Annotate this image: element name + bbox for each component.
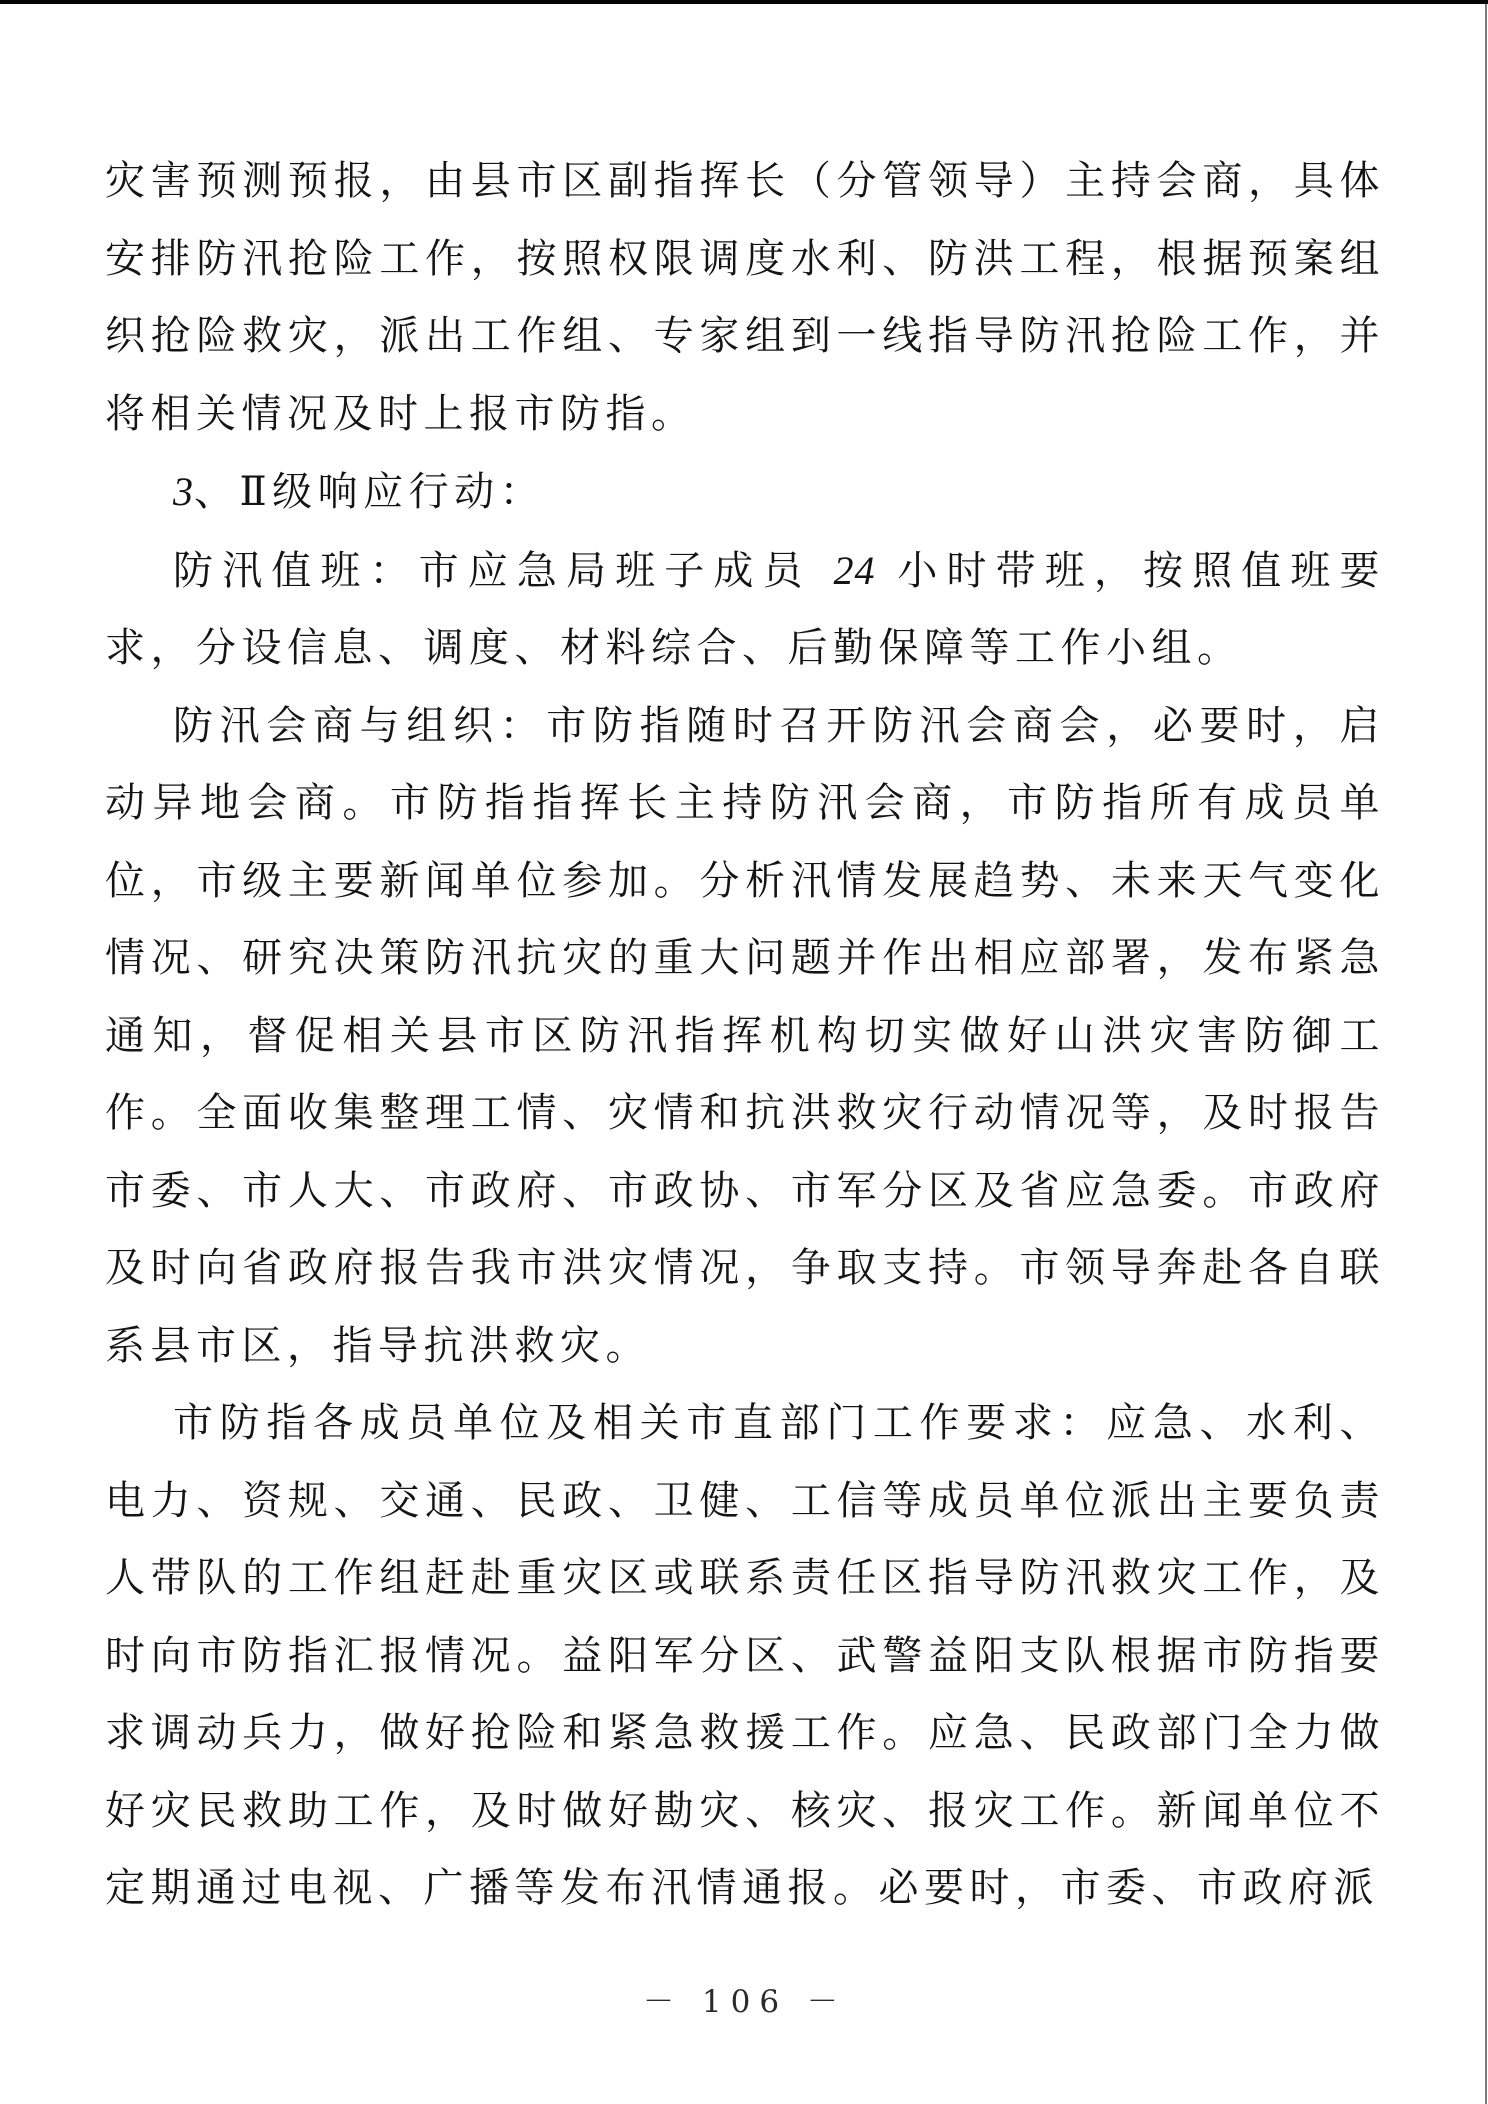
page-top-edge-line bbox=[0, 0, 1488, 4]
paragraph-continuation: 灾害预测预报，由县市区副指挥长（分管领导）主持会商，具体安排防汛抢险工作，按照权限调度水利、防洪工程，根据预案组织抢险救灾，派出工作组、专家组到一线指导防汛抢险工作，并将相关情况及时上报市防指。 bbox=[105, 158, 1385, 437]
page-right-edge-line bbox=[1485, 0, 1487, 2104]
paragraph-member-unit-requirements: 市防指各成员单位及相关市直部门工作要求：应急、水利、电力、资规、交通、民政、卫健、工信等成员单位派出主要负责人带队的工作组赶赴重灾区或联系责任区指导防汛救灾工作，及时向市防指汇报情况。益阳军分区、武警益阳支队根据市防指要求调动兵力，做好抢险和紧急救援工作。应急、民政部门全力做好灾民救助工作，及时做好勘灾、核灾、报灾工作。新闻单位不定期通过电视、广播等发布汛情通报。必要时，市委、市政府派 bbox=[105, 1400, 1385, 1911]
body-text bbox=[105, 143, 1385, 1928]
paragraph-flood-duty: 防汛值班：市应急局班子成员 24 小时带班，按照值班要求，分设信息、调度、材料综合、后勤保障等工作小组。 bbox=[105, 547, 1386, 671]
paragraph-flood-consultation: 防汛会商与组织：市防指随时召开防汛会商会，必要时，启动异地会商。市防指指挥长主持防汛会商，市防指所有成员单位，市级主要新闻单位参加。分析汛情发展趋势、未来天气变化情况、研究决策防汛抗灾的重大问题并作出相应部署，发布紧急通知，督促相关县市区防汛指挥机构切实做好山洪灾害防御工作。全面收集整理工情、灾情和抗洪救灾行动情况等，及时报告市委、市人大、市政府、市政协、市军分区及省应急委。市政府及时向省政府报告我市洪灾情况，争取支持。市领导奔赴各自联系县市区，指导抗洪救灾。 bbox=[105, 702, 1385, 1369]
paragraph-heading-level2-response: 3、Ⅱ级响应行动： bbox=[173, 469, 546, 515]
page-number: － 106 － bbox=[643, 1984, 847, 2020]
